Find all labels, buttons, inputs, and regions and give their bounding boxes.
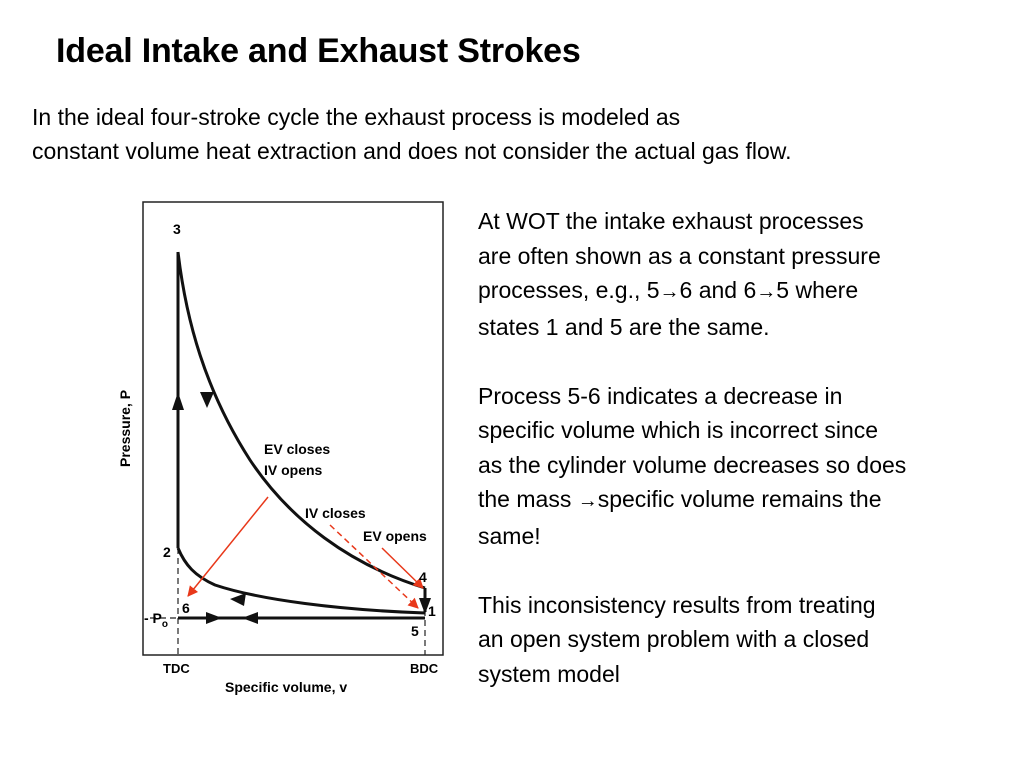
p3-line-2: an open system problem with a closed	[478, 626, 870, 652]
p1-line-2: are often shown as a constant pressure	[478, 242, 881, 269]
state-label-1: 1	[428, 603, 436, 619]
p2-line-4b: specific volume remains the	[597, 486, 882, 512]
state-label-2: 2	[163, 544, 171, 560]
diagram-frame	[143, 202, 443, 655]
state-label-4: 4	[419, 569, 427, 585]
po-label: - $P_o$	[144, 610, 168, 630]
y-axis-label: Pressure, P	[117, 389, 133, 467]
p2-line-4a: the mass	[478, 486, 578, 512]
p2-line-2: specific volume which is incorrect since	[478, 417, 879, 443]
x-axis-label: Specific volume, v	[225, 679, 348, 695]
state-label-6: 6	[182, 600, 190, 616]
p3-line-1: This inconsistency results from treating	[478, 591, 876, 618]
tdc-label: TDC	[163, 661, 190, 676]
annotation-iv-closes: IV closes	[305, 505, 366, 521]
state-label-3: 3	[173, 221, 181, 237]
intro-line-1: In the ideal four-stroke cycle the exhaust process is modeled as	[32, 104, 681, 130]
state-label-5: 5	[411, 623, 419, 639]
p3-line-3: system model	[478, 660, 620, 687]
annotation-ev-closes: EV closes	[264, 441, 331, 457]
bdc-label: BDC	[410, 661, 439, 676]
annotation-ev-opens: EV opens	[363, 528, 427, 544]
arrow-icon: →	[756, 281, 777, 303]
p1-line-3a: processes, e.g., 5	[478, 277, 660, 303]
intro-line-2: constant volume heat extraction and does not consider the actual gas flow.	[32, 138, 792, 164]
p1-line-1: At WOT the intake exhaust processes	[478, 208, 864, 234]
p1-line-4: states 1 and 5 are the same.	[478, 313, 770, 340]
p1-line-3c: 5 where	[776, 277, 859, 303]
annotation-iv-opens: IV opens	[264, 462, 323, 478]
p2-line-1: Process 5-6 indicates a decrease in	[478, 382, 843, 409]
arrow-icon: →	[577, 490, 598, 512]
p2-line-3: as the cylinder volume decreases so does	[478, 451, 907, 478]
p1-line-3b: 6 and 6	[679, 277, 757, 303]
p2-line-5: same!	[478, 522, 541, 549]
arrow-icon: →	[659, 281, 680, 303]
page-title: Ideal Intake and Exhaust Strokes	[56, 32, 581, 70]
